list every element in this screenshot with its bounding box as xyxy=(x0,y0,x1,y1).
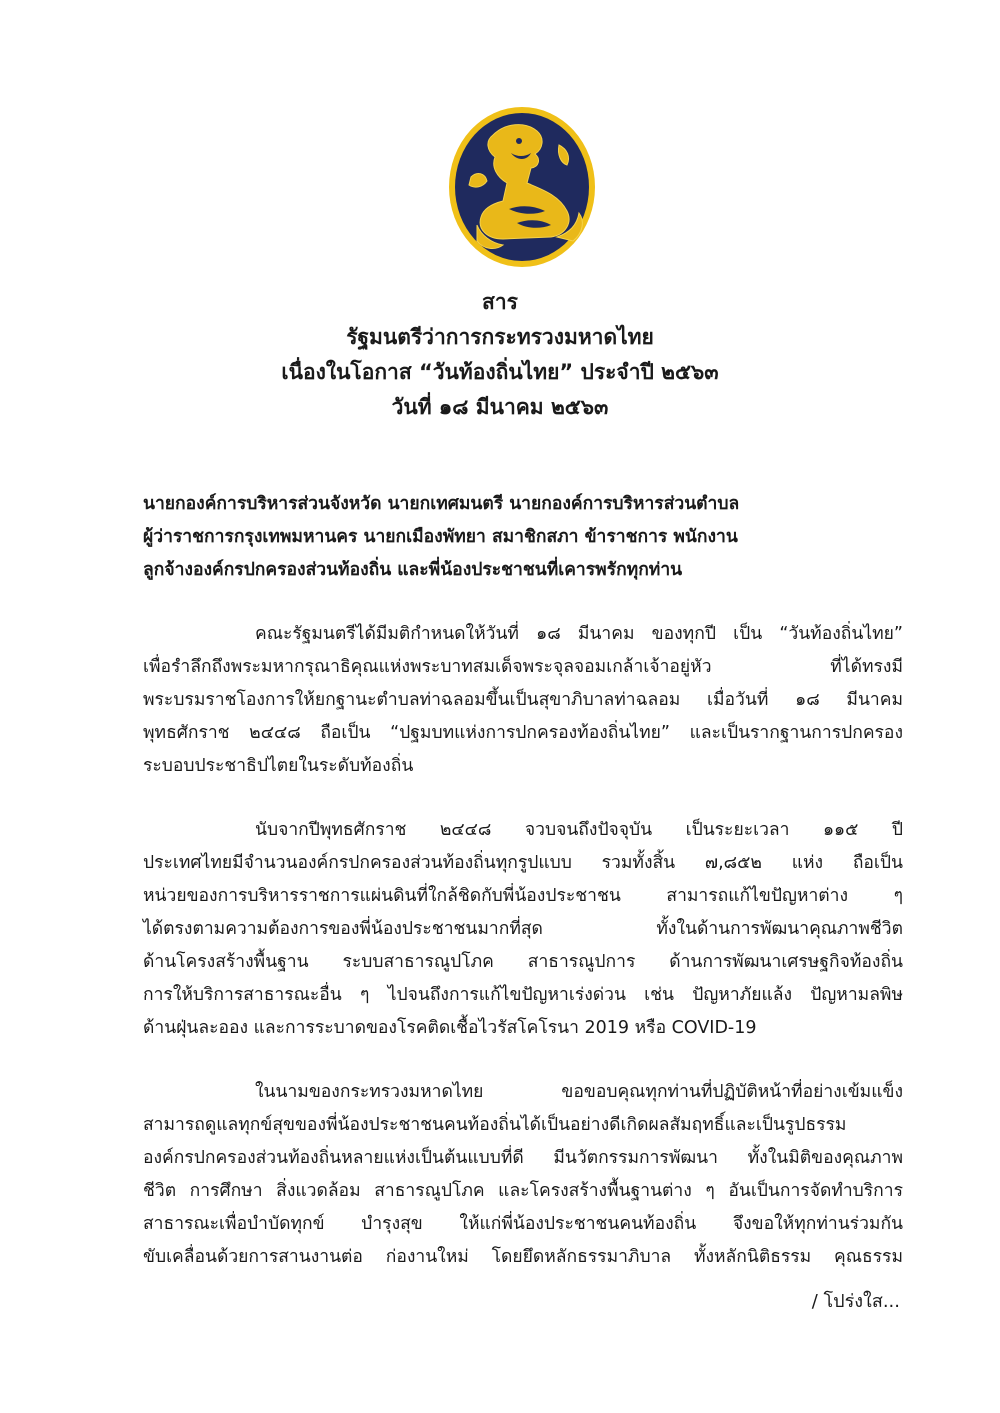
heading-minister-title: รัฐมนตรีว่าการกระทรวงมหาดไทย xyxy=(346,325,654,349)
heading-occasion: เนื่องในโอกาส “วันท้องถิ่นไทย” ประจำปี ๒๕๖๓ xyxy=(281,360,719,384)
continuation-note: / โปร่งใส... xyxy=(811,1291,900,1312)
paragraph-3-line: ชีวิต การศึกษา สิ่งแวดล้อม สาธารณูปโภค และโครงสร้างพื้นฐานต่าง ๆ อันเป็นการจัดทำบริการ xyxy=(143,1181,903,1201)
salutation-line: นายกองค์การบริหารส่วนจังหวัด นายกเทศมนตรี นายกองค์การบริหารส่วนตำบล xyxy=(143,494,740,514)
paragraph-3-line: สาธารณะเพื่อบำบัดทุกข์ บำรุงสุข ให้แก่พี่น้องประชาชนคนท้องถิ่น จึงขอให้ทุกท่านร่วมกัน xyxy=(143,1214,903,1234)
paragraph-1-line: เพื่อรำลึกถึงพระมหากรุณาธิคุณแห่งพระบาทสมเด็จพระจุลจอมเกล้าเจ้าอยู่หัว ที่ได้ทรงมี xyxy=(143,657,903,677)
paragraph-2-line: ด้านฝุ่นละออง และการระบาดของโรคติดเชื้อไวรัสโคโรนา 2019 หรือ COVID-19 xyxy=(143,1018,757,1038)
paragraph-3-line: สามารถดูแลทุกข์สุขของพี่น้องประชาชนคนท้องถิ่นได้เป็นอย่างดีเกิดผลสัมฤทธิ์และเป็นรูปธรรม xyxy=(143,1115,847,1135)
salutation-line: ผู้ว่าราชการกรุงเทพมหานคร นายกเมืองพัทยา สมาชิกสภา ข้าราชการ พนักงาน xyxy=(143,527,738,547)
paragraph-2-line: การให้บริการสาธารณะอื่น ๆ ไปจนถึงการแก้ไขปัญหาเร่งด่วน เช่น ปัญหาภัยแล้ง ปัญหามลพิษ xyxy=(143,985,903,1005)
paragraph-2-line: ได้ตรงตามความต้องการของพี่น้องประชาชนมากที่สุด ทั้งในด้านการพัฒนาคุณภาพชีวิต xyxy=(143,919,903,939)
document-heading xyxy=(0,285,1000,425)
paragraph-2-line: ด้านโครงสร้างพื้นฐาน ระบบสาธารณูปโภค สาธารณูปการ ด้านการพัฒนาเศรษฐกิจท้องถิ่น xyxy=(143,952,903,972)
heading-date: วันที่ ๑๘ มีนาคม ๒๕๖๓ xyxy=(391,395,609,419)
paragraph-2-line: หน่วยของการบริหารราชการแผ่นดินที่ใกล้ชิดกับพี่น้องประชาชน สามารถแก้ไขปัญหาต่าง ๆ xyxy=(143,886,903,906)
paragraph-1-line: ระบอบประชาธิปไตยในระดับท้องถิ่น xyxy=(143,756,414,776)
paragraph-3-line: ในนามของกระทรวงมหาดไทย ขอขอบคุณทุกท่านที่ปฏิบัติหน้าที่อย่างเข้มแข็ง xyxy=(255,1082,903,1102)
heading-message-label: สาร xyxy=(482,290,518,314)
paragraph-3-line: ขับเคลื่อนด้วยการสานงานต่อ ก่องานใหม่ โดยยึดหลักธรรมาภิบาล ทั้งหลักนิติธรรม คุณธรรม xyxy=(143,1247,903,1267)
paragraph-1-line: พุทธศักราช ๒๔๔๘ ถือเป็น “ปฐมบทแห่งการปกครองท้องถิ่นไทย” และเป็นรากฐานการปกครอง xyxy=(143,723,903,743)
paragraph-1-line: พระบรมราชโองการให้ยกฐานะตำบลท่าฉลอมขึ้นเป็นสุขาภิบาลท่าฉลอม เมื่อวันที่ ๑๘ มีนาคม xyxy=(143,690,903,710)
ministry-of-interior-seal-icon xyxy=(447,105,597,270)
paragraph-3-line: องค์กรปกครองส่วนท้องถิ่นหลายแห่งเป็นต้นแบบที่ดี มีนวัตกรรมการพัฒนา ทั้งในมิติของคุณภาพ xyxy=(143,1148,903,1168)
paragraph-1-line: คณะรัฐมนตรีได้มีมติกำหนดให้วันที่ ๑๘ มีนาคม ของทุกปี เป็น “วันท้องถิ่นไทย” xyxy=(255,624,903,644)
paragraph-2-line: ประเทศไทยมีจำนวนองค์กรปกครองส่วนท้องถิ่นทุกรูปแบบ รวมทั้งสิ้น ๗,๘๕๒ แห่ง ถือเป็น xyxy=(143,853,903,873)
salutation-line: ลูกจ้างองค์กรปกครองส่วนท้องถิ่น และพี่น้องประชาชนที่เคารพรักทุกท่าน xyxy=(143,560,683,580)
paragraph-2-line: นับจากปีพุทธศักราช ๒๔๔๘ จวบจนถึงปัจจุบัน เป็นระยะเวลา ๑๑๕ ปี xyxy=(255,820,903,840)
